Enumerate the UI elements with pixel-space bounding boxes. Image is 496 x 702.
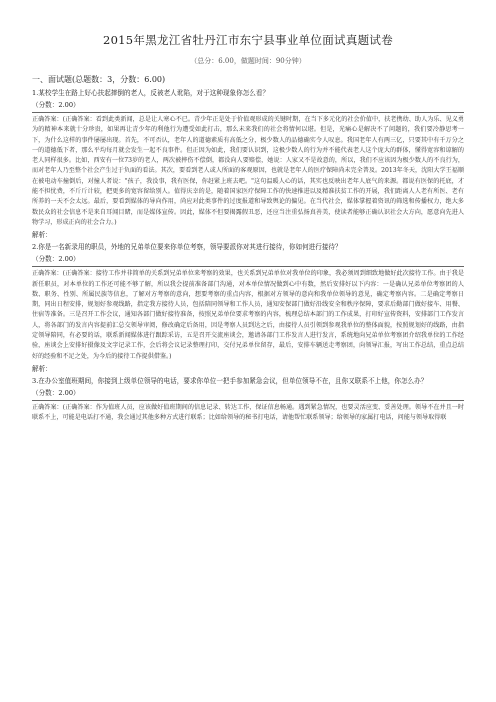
question-prompt: 1.某校学生在路上好心扶起摔倒的老人，反被老人讹陷，对于这种现象你怎么看？ xyxy=(32,89,270,97)
divider xyxy=(32,266,464,267)
question-prompt: 3.在办公室值班期间，你接到上级单位领导的电话，要求你单位一把手参加紧急会议，但单位领导不在，且你又联系不上他，你怎么办？ xyxy=(32,376,428,385)
document-title: 2015年黑龙江省牡丹江市东宁县事业单位面试真题试卷 xyxy=(102,33,394,47)
divider xyxy=(32,400,464,401)
question-prompt: 2.你是一名新录用的职员，外地的兄弟单位要来你单位考察，领导要派你对其进行接待，你如何进行接待？ xyxy=(32,243,342,252)
question-score: （分数：2.00） xyxy=(32,388,80,397)
question-block xyxy=(32,376,464,424)
answer-text: 正确答案：(正确答案：作为值班人员，应该做好值班期间的信息记录、转达工作，保证信息畅通。遇到紧急情况，也要灵活应变、妥善处理。领导不在并且一时联系不上，可能是电话打不通，我会通过其他多种方式进行联系；比如给领导的秘书打电话，请他帮忙联系领导；给领导的家属打电话，问能与领导取得联 xyxy=(32,403,464,422)
divider xyxy=(32,112,464,113)
document-subtitle: （总分：6.00，做题时间：90分钟） xyxy=(190,57,306,65)
question-score: （分数：2.00） xyxy=(32,101,80,109)
question-block xyxy=(32,88,464,239)
analysis-label: 解析： xyxy=(32,231,52,240)
answer-text: 正确答案：(正确答案：看到此类新闻，总是让人寒心不已。青少年正是处于价值观形成的关键时期，在当下多元化的社会价值中，扶老携幼、助人为乐、见义勇为的精神本来就十分珍贵，如果再让青少年的利他行为遭受如此打击，那么未来我们的社会将情何以堪。但是，光痛心是解决不了问题的，我们要冷静思考一下，为什么这样的事件屡屡出现。首先，不可否认，老年人的道德素质有高低之分，极少数人的品德确实令人叹息。我国老年人有两三亿，只要其中有千万分之一的道德低下者，那么平均每月就会发生一起不良事件。但正因为如此，我们要认识到，这极少数人的行为并不能代表老人这个庞大的群体，懂得宽容和谅解的老人同样很多。比如，西安有一位73岁的老人，两次被摔伤不偿倒，都没向人要赔偿，她说：人家又不是故意的，所以，我们不应该因为极少数人的不良行为，而对老年人乃至整个社会产生过于负面的看法。其次，要看到老人或人所面的客观原因，也就是老年人的医疗保障尚未完全普及。2013年冬天，沈阳大学王福顺在被电动车撞倒后，对撞人者说："孩子，我没事，我有医保，你赶紧上班去吧。"这句温暖人心的话，其实也反映出老年人底气的来源。都说有医保的托底，才能不担忧费，不斤斤计较，把更多的宽容留给别人。值得庆幸的是，随着国家医疗保障工作的快速推进以及精准扶贫工作的开展，我们距离人人老有所医、老有所养的一天不会太远。最后，要看到媒体的导向作用，尚应对此类事件的过度报道和导致舆论的偏见。在当代社会，媒体掌握着资讯的筛选和传播权力，绝大多数民众的社会信息不是来自耳闻目睹，而是媒体宣传。因此，媒体不但要揭露假丑恶，还应当注重弘扬真善美，使读者能够正确认识社会大方向，愿意向先进人物学习，形成正向的社会合力。) xyxy=(32,116,464,226)
question-block xyxy=(32,242,464,373)
analysis-label: 解析： xyxy=(32,364,52,373)
section-heading: 一、面试题(总题数：3，分数：6.00) xyxy=(32,75,166,84)
question-score: （分数：2.00） xyxy=(32,255,80,264)
answer-text: 正确答案：(正确答案：接待工作并非简单的关系到兄弟单位来考察的效果，也关系到兄弟单位对我单位的印象，我必须周到细致地做好此次接待工作。由于我是新任职员，对本单位的工作还可能不够了解，所以我会提前准备部门沟通，对本单位情况做到心中有数，然后安排好以下内容：一是确认兄弟单位考察团的人数、职务、性别、所属民族等信息，了解对方考察的意向，想要考察的重点内容，根据对方领导的意向和我单位领导的意见，确定考察内容。二是确定考察日期，同出日程安排，规划好参观线路，指定我方接待人员，包括陪同领导和工作人员，通知安保部门做好沿线安全和秩序保障，要求后勤部门做好接车、用餐、住宿等准备。三是召开工作会议，通知各部门做好接待准备，按照兄弟单位要求考察的内容，梳理总结本部门的工作成果，打印好宣传资料，安排部门工作发言人，将各部门的发言内容提前汇总交领导审阅，修改确定后备用，因是考察人员到达之后，由接待人员引领到参观我单位的整体面貌，按照规划好的线路，由指定领导陪同，有必要的话，联系新闻媒体进行跟踪采访，五是召开交流座谈会，邀请各部门工作发言人进行发言，系统地向兄弟单位考察团介绍我单位的工作经验，座谈会上安排好摄像及文字记录工作，会后将会议记录整理打印，交付兄弟单位留存，最后，安排车辆送走考察团，向领导汇报，写出工作总结，重点总结好的经验和不足之处，为今后的接待工作提供借鉴。) xyxy=(32,270,464,360)
